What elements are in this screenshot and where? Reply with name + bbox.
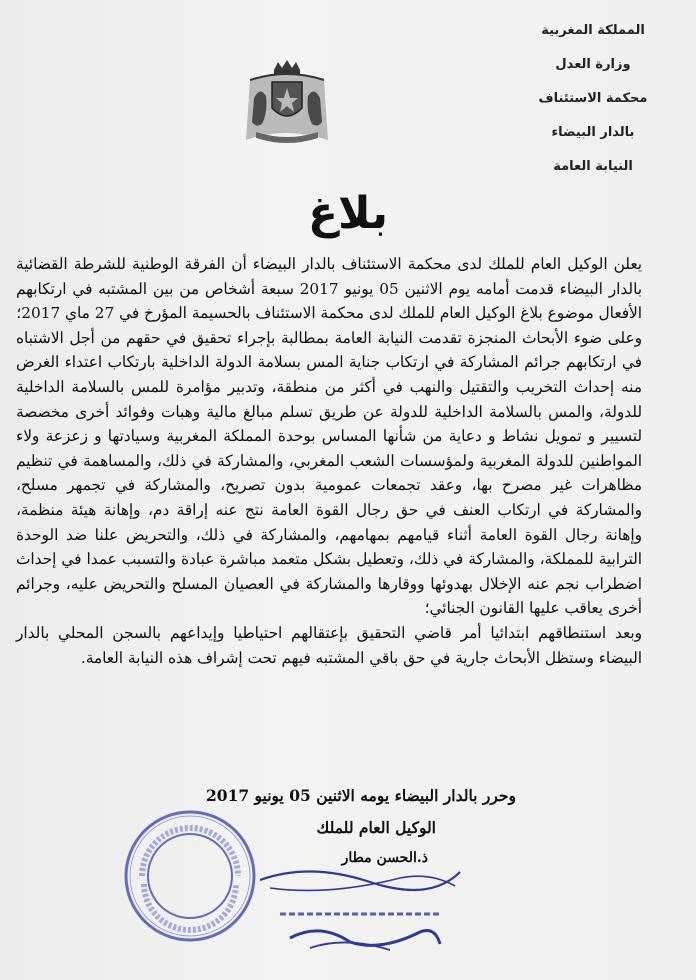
paragraph-announcement: يعلن الوكيل العام للملك لدى محكمة الاستئناف بالدار البيضاء أن الفرقة الوطنية للشرطة القضائية بالدار البيضاء قدمت أمامه يوم الاثنين 05 يونيو 2017 سبعة أشخاص من بين المشتبه في ارتكابهم الأفعال موضوع بلاغ الوكيل العام للملك لدى محكمة الاستئناف بالحسيمة المؤرخ في 27 ماي 2017؛ xyxy=(16,255,642,323)
letterhead-line-kingdom: المملكة المغربية xyxy=(541,23,645,38)
letterhead-line-prosecution: النيابة العامة xyxy=(553,159,633,174)
letterhead-line-city: بالدار البيضاء xyxy=(551,125,635,140)
letterhead-line-court: محكمة الاستئناف xyxy=(538,91,648,106)
paragraph-charges: وعلى ضوء الأبحاث المنجزة تقدمت النيابة العامة بمطالبة بإجراء تحقيق في حقهم من أجل الاشتباه في ارتكابهم جرائم المشاركة في ارتكاب جناية المس بسلامة الدولة الداخلية بارتكاب اعتداء الغرض منه إحداث التخريب والتقتيل والنهب في أكثر من منطقة، وتدبير مؤامرة للمس بالسلامة الداخلية للدولة، والمس بالسلامة الداخلية للدولة عن طريق تسلم مبالغ مالية وهبات وفوائد أخرى مخصصة لتسيير و تمويل نشاط و دعاية من شأنها المساس بوحدة المملكة المغربية وسيادتها و زعزعة ولاء المواطنين للدولة المغربية ولمؤسسات الشعب المغربي، والمشاركة في ذلك، والمساهمة في تنظيم مظاهرات غير مصرح بها، وعقد تجمعات عمومية بدون تصريح، والمشاركة في تجمهر مسلح، والمشاركة في ارتكاب العنف في حق رجال القوة العامة نتج عنه إراقة دم، وإهانة هيئة منظمة، وإهانة رجال القوة العامة أثناء قيامهم بمهامهم، والمشاركة في ذلك، والتحريض علنا ضد الوحدة الترابية للمملكة، والمشاركة في ذلك، وتعطيل بشكل متعمد مباشرة عبادة والتسبب عمدا في إحداث اضطراب نجم عنه الإخلال بهدوئها ووقارها والمشاركة في العصيان المسلح والتحريض عليه، وجرائم أخرى يعاقب عليها القانون الجنائي؛ xyxy=(16,328,642,618)
official-stamp-icon xyxy=(120,806,260,946)
date-line: وحرر بالدار البيضاء يومه الاثنين 05 يونيو 2017 xyxy=(206,786,516,805)
signer-title: الوكيل العام للملك xyxy=(316,818,436,837)
document-body xyxy=(16,252,676,670)
document-title: بلاغ xyxy=(308,188,388,239)
signature-icon xyxy=(250,852,470,962)
paragraph-detention: وبعد استنطاقهم ابتدائيا أمر قاضي التحقيق بإعتقالهم احتياطيا وإيداعهم بالسجن المحلي بالدار البيضاء وستظل الأبحاث جارية في حق باقي المشتبه فيهم تحت إشراف هذه النيابة العامة. xyxy=(16,623,642,667)
signer-name: ذ.الحسن مطار xyxy=(341,850,428,866)
letterhead xyxy=(528,14,658,184)
coat-of-arms-icon xyxy=(232,56,342,146)
letterhead-line-ministry: وزارة العدل xyxy=(555,57,631,72)
